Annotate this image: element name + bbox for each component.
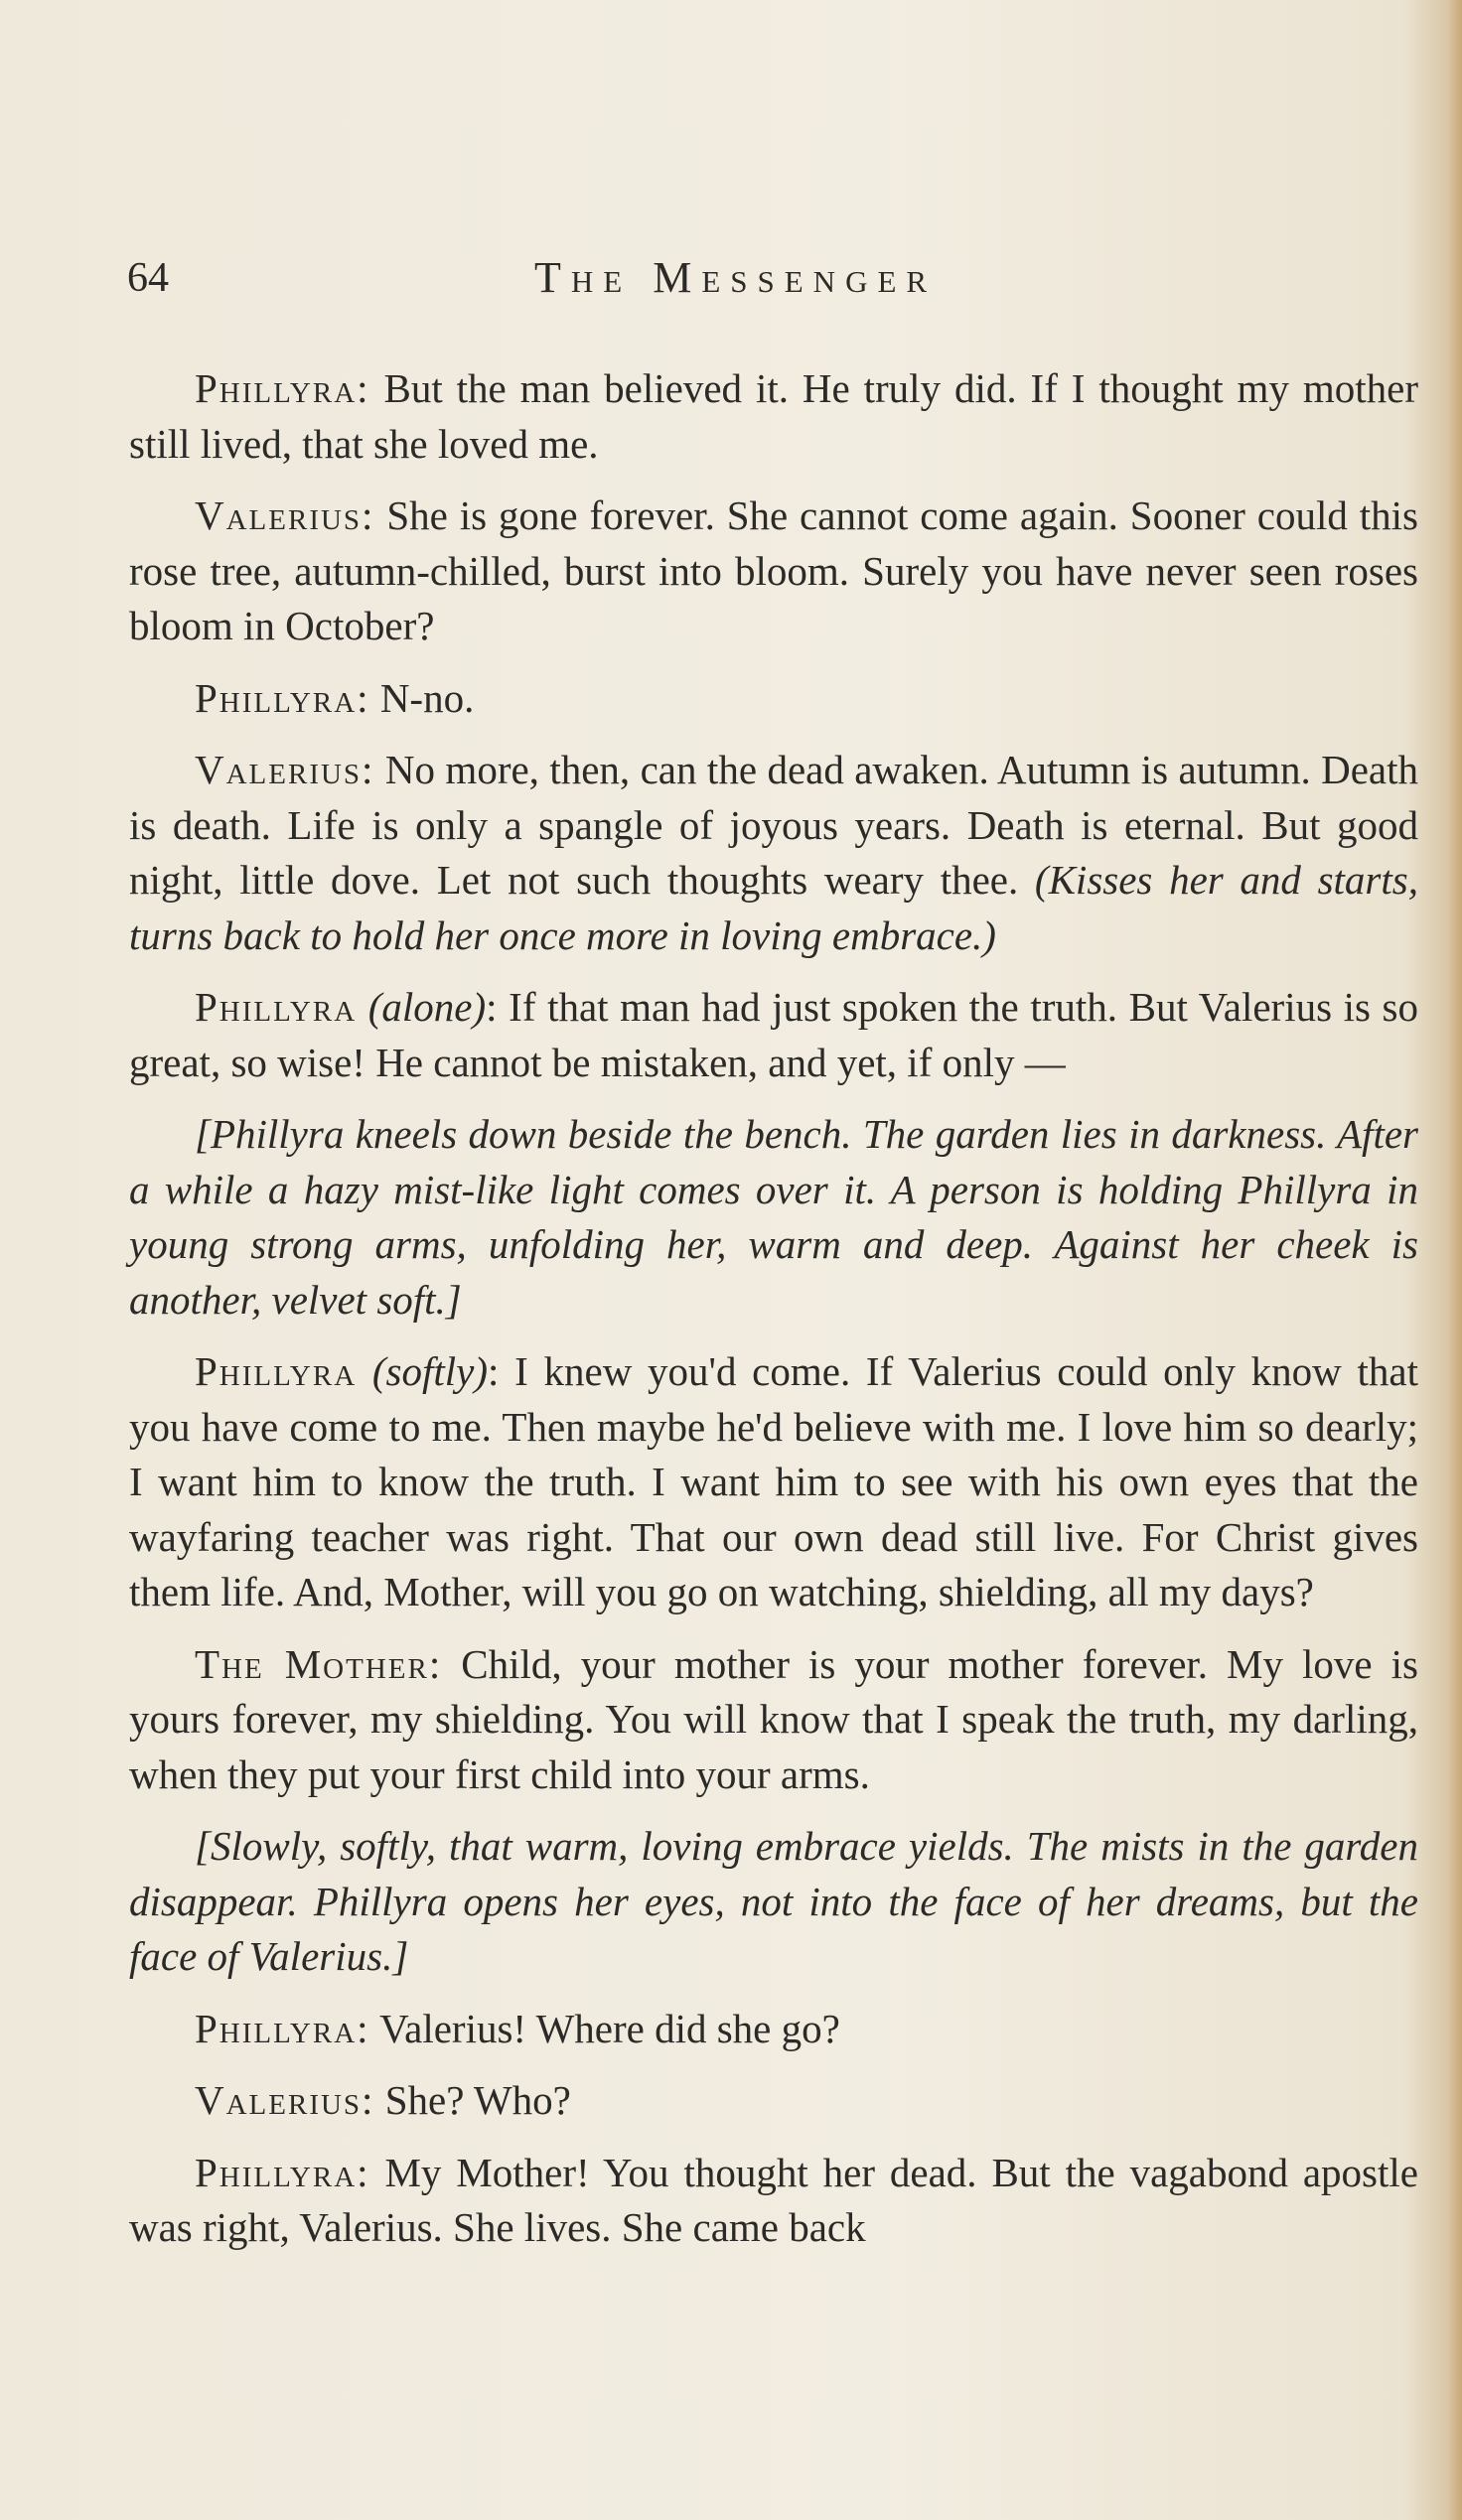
dialogue-paragraph xyxy=(129,361,1418,472)
dialogue-paragraph xyxy=(129,671,1418,727)
dialogue-paragraph xyxy=(129,1637,1418,1803)
dialogue-text: She is gone forever. She cannot come again. Sooner could this rose tree, autumn-chilled, burst into bloom. Surely you have never seen roses bloom in October? xyxy=(129,492,1418,648)
speaker-name: Phillyra xyxy=(195,1348,358,1394)
running-title: The Messenger xyxy=(534,253,938,302)
body-text xyxy=(129,361,1418,2256)
dialogue-paragraph xyxy=(129,2002,1418,2057)
stage-direction-paragraph: [Slowly, softly, that warm, loving embrace yields. The mists in the garden disappear. Phillyra opens her eyes, not into the face of her dreams, but the face of Valerius.] xyxy=(129,1823,1418,1979)
speaker-name: Phillyra xyxy=(195,984,358,1030)
speaker-colon: : xyxy=(486,984,498,1030)
speaker-name: Phillyra: xyxy=(195,674,370,721)
dialogue-text: She? Who? xyxy=(384,2077,571,2123)
dialogue-text: If that man had just spoken the truth. But Valerius is so great, so wise! He cannot be mistaken, and yet, if only — xyxy=(129,984,1419,1085)
stage-direction-paragraph: [Phillyra kneels down beside the bench. The garden lies in darkness. After a while a hazy mist-like light comes over it. A person is holding Phillyra in young strong arms, unfolding her, warm and deep. Against her cheek is another, velvet soft.] xyxy=(129,1111,1418,1323)
dialogue-paragraph xyxy=(129,1344,1418,1620)
dialogue-paragraph xyxy=(129,743,1418,963)
inline-stage-direction: (Kisses her and starts, turns back to hold her once more in loving embrace.) xyxy=(129,857,1418,958)
speaker-name: Phillyra: xyxy=(195,2149,370,2195)
dialogue-text: I knew you'd come. If Valerius could only know that you have come to me. Then maybe he'd believe with me. I love him so dearly; I want him to know the truth. I want him to see with his own eyes that the wayfaring teacher was right. That our own dead still live. For Christ gives them life. And, Mother, will you go on watching, shielding, all my days? xyxy=(129,1348,1418,1614)
speaker-name: Valerius: xyxy=(195,492,375,538)
dialogue-paragraph xyxy=(129,980,1418,1090)
speaker-name: The Mother: xyxy=(195,1640,443,1687)
dialogue-text: No more, then, can the dead awaken. Autumn is autumn. Death is death. Life is only a spangle of joyous years. Death is eternal. But good night, little dove. Let not such thoughts weary thee. xyxy=(129,747,1419,903)
speaker-aside: (softly) xyxy=(371,1348,489,1394)
speaker-colon: : xyxy=(488,1348,500,1394)
dialogue-text: My Mother! You thought her dead. But the vagabond apostle was right, Valerius. She lives. She came back xyxy=(129,2149,1418,2250)
speaker-name: Valerius: xyxy=(195,747,375,792)
page-header xyxy=(127,248,1418,318)
dialogue-text: Valerius! Where did she go? xyxy=(379,2005,840,2051)
speaker-name: Phillyra: xyxy=(195,365,370,411)
dialogue-text: Child, your mother is your mother forever. My love is yours forever, my shielding. You will know that I speak the truth, my darling, when they put your first child into your arms. xyxy=(129,1640,1418,1797)
dialogue-paragraph xyxy=(129,2073,1418,2129)
speaker-name: Phillyra: xyxy=(195,2005,370,2051)
speaker-name: Valerius: xyxy=(195,2077,375,2123)
dialogue-text: But the man believed it. He truly did. If I thought my mother still lived, that she loved me. xyxy=(129,365,1418,467)
dialogue-text: N-no. xyxy=(379,674,475,721)
dialogue-paragraph xyxy=(129,2146,1418,2256)
dialogue-paragraph xyxy=(129,489,1418,654)
speaker-aside: (alone) xyxy=(367,984,487,1030)
page-number: 64 xyxy=(127,255,169,301)
